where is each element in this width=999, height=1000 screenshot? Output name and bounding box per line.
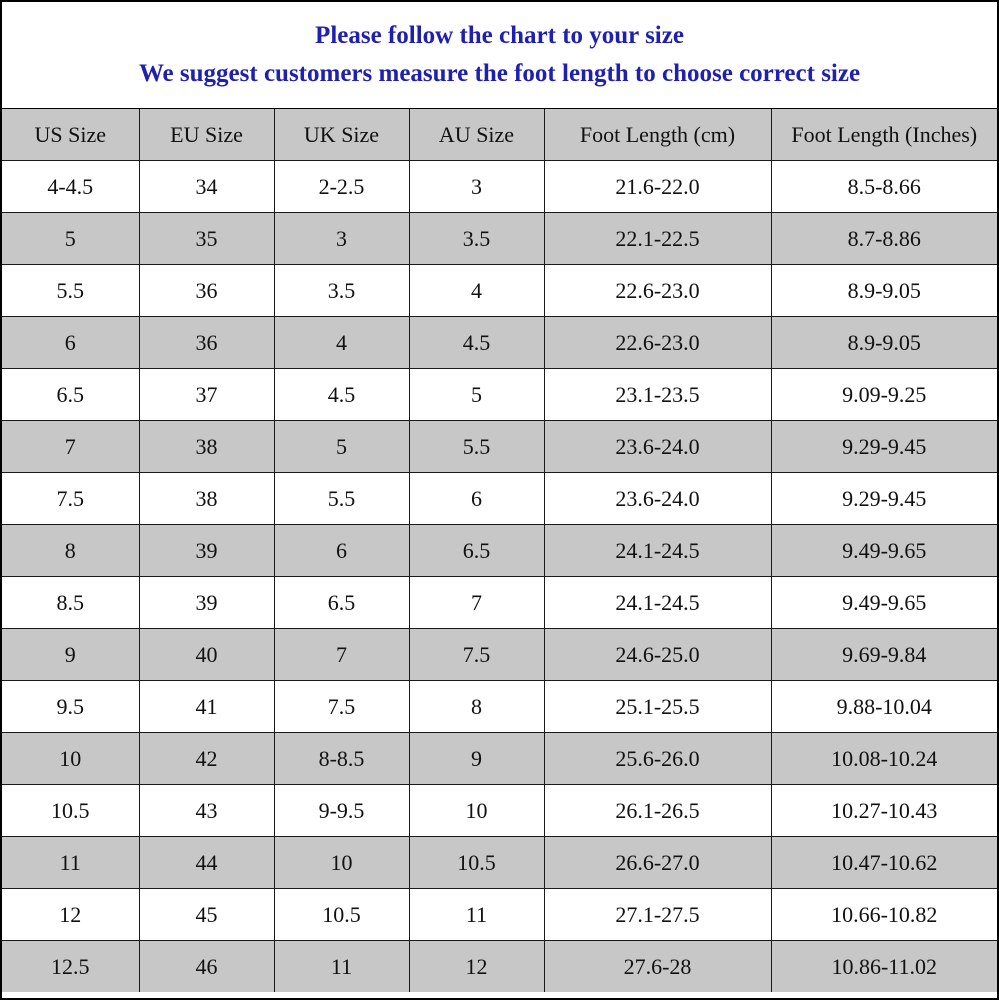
au-size-cell: 3: [409, 161, 544, 213]
table-row: [2, 421, 997, 473]
au-size-cell: 10.5: [409, 837, 544, 889]
au-size-cell: 9: [409, 733, 544, 785]
eu-size-cell: 36: [139, 265, 274, 317]
foot-length-cm-cell: 27.1-27.5: [544, 889, 771, 941]
au-size-cell: 6: [409, 473, 544, 525]
au-size-cell: 4.5: [409, 317, 544, 369]
au-size-cell: 8: [409, 681, 544, 733]
table-row: [2, 629, 997, 681]
table-row: [2, 473, 997, 525]
foot-length-cm-cell: 22.6-23.0: [544, 317, 771, 369]
foot-length-inches-cell: 10.86-11.02: [771, 941, 997, 993]
uk-size-cell: 5.5: [274, 473, 409, 525]
table-row: [2, 577, 997, 629]
foot-length-cm-cell: 25.6-26.0: [544, 733, 771, 785]
foot-length-inches-cell: 8.9-9.05: [771, 317, 997, 369]
us-size-cell: 6.5: [2, 369, 139, 421]
foot-length-cm-cell: 23.1-23.5: [544, 369, 771, 421]
table-row: [2, 213, 997, 265]
column-header-foot-length-cm: Foot Length (cm): [544, 109, 771, 161]
table-row: [2, 837, 997, 889]
au-size-cell: 11: [409, 889, 544, 941]
foot-length-inches-cell: 9.29-9.45: [771, 473, 997, 525]
uk-size-cell: 10: [274, 837, 409, 889]
uk-size-cell: 3: [274, 213, 409, 265]
uk-size-cell: 4.5: [274, 369, 409, 421]
us-size-cell: 12.5: [2, 941, 139, 993]
au-size-cell: 7.5: [409, 629, 544, 681]
size-table: [2, 109, 997, 992]
us-size-cell: 12: [2, 889, 139, 941]
eu-size-cell: 38: [139, 421, 274, 473]
table-row: [2, 785, 997, 837]
us-size-cell: 6: [2, 317, 139, 369]
foot-length-inches-cell: 10.47-10.62: [771, 837, 997, 889]
foot-length-cm-cell: 23.6-24.0: [544, 473, 771, 525]
uk-size-cell: 10.5: [274, 889, 409, 941]
header-suggestion: We suggest customers measure the foot length to choose correct size: [138, 60, 861, 87]
foot-length-inches-cell: 8.5-8.66: [771, 161, 997, 213]
uk-size-cell: 5: [274, 421, 409, 473]
au-size-cell: 4: [409, 265, 544, 317]
us-size-cell: 7.5: [2, 473, 139, 525]
uk-size-cell: 4: [274, 317, 409, 369]
us-size-cell: 9.5: [2, 681, 139, 733]
table-row: [2, 369, 997, 421]
us-size-cell: 4-4.5: [2, 161, 139, 213]
table-row: [2, 525, 997, 577]
foot-length-cm-cell: 22.6-23.0: [544, 265, 771, 317]
us-size-cell: 8: [2, 525, 139, 577]
foot-length-inches-cell: 9.49-9.65: [771, 577, 997, 629]
foot-length-inches-cell: 9.29-9.45: [771, 421, 997, 473]
foot-length-inches-cell: 9.88-10.04: [771, 681, 997, 733]
foot-length-cm-cell: 24.6-25.0: [544, 629, 771, 681]
uk-size-cell: 8-8.5: [274, 733, 409, 785]
foot-length-cm-cell: 21.6-22.0: [544, 161, 771, 213]
au-size-cell: 5.5: [409, 421, 544, 473]
column-header-us-size: US Size: [2, 109, 139, 161]
table-row: [2, 681, 997, 733]
table-header-row: [2, 109, 997, 161]
table-row: [2, 161, 997, 213]
column-header-foot-length-inches: Foot Length (Inches): [771, 109, 997, 161]
us-size-cell: 9: [2, 629, 139, 681]
eu-size-cell: 39: [139, 577, 274, 629]
table-row: [2, 889, 997, 941]
table-row: [2, 941, 997, 993]
foot-length-inches-cell: 10.27-10.43: [771, 785, 997, 837]
foot-length-inches-cell: 10.66-10.82: [771, 889, 997, 941]
us-size-cell: 11: [2, 837, 139, 889]
foot-length-inches-cell: 9.69-9.84: [771, 629, 997, 681]
foot-length-cm-cell: 26.1-26.5: [544, 785, 771, 837]
table-row: [2, 265, 997, 317]
eu-size-cell: 35: [139, 213, 274, 265]
foot-length-inches-cell: 9.09-9.25: [771, 369, 997, 421]
uk-size-cell: 7.5: [274, 681, 409, 733]
eu-size-cell: 46: [139, 941, 274, 993]
eu-size-cell: 37: [139, 369, 274, 421]
us-size-cell: 7: [2, 421, 139, 473]
eu-size-cell: 38: [139, 473, 274, 525]
eu-size-cell: 44: [139, 837, 274, 889]
us-size-cell: 5: [2, 213, 139, 265]
au-size-cell: 7: [409, 577, 544, 629]
foot-length-cm-cell: 23.6-24.0: [544, 421, 771, 473]
au-size-cell: 6.5: [409, 525, 544, 577]
column-header-eu-size: EU Size: [139, 109, 274, 161]
table-body: [2, 161, 997, 993]
eu-size-cell: 42: [139, 733, 274, 785]
chart-header: [2, 2, 997, 109]
eu-size-cell: 34: [139, 161, 274, 213]
foot-length-cm-cell: 27.6-28: [544, 941, 771, 993]
uk-size-cell: 3.5: [274, 265, 409, 317]
eu-size-cell: 41: [139, 681, 274, 733]
us-size-cell: 8.5: [2, 577, 139, 629]
au-size-cell: 12: [409, 941, 544, 993]
foot-length-cm-cell: 25.1-25.5: [544, 681, 771, 733]
foot-length-inches-cell: 10.08-10.24: [771, 733, 997, 785]
column-header-au-size: AU Size: [409, 109, 544, 161]
uk-size-cell: 7: [274, 629, 409, 681]
uk-size-cell: 6: [274, 525, 409, 577]
foot-length-inches-cell: 8.9-9.05: [771, 265, 997, 317]
us-size-cell: 10: [2, 733, 139, 785]
uk-size-cell: 6.5: [274, 577, 409, 629]
au-size-cell: 3.5: [409, 213, 544, 265]
uk-size-cell: 11: [274, 941, 409, 993]
us-size-cell: 5.5: [2, 265, 139, 317]
au-size-cell: 10: [409, 785, 544, 837]
eu-size-cell: 43: [139, 785, 274, 837]
au-size-cell: 5: [409, 369, 544, 421]
eu-size-cell: 36: [139, 317, 274, 369]
foot-length-cm-cell: 22.1-22.5: [544, 213, 771, 265]
foot-length-cm-cell: 26.6-27.0: [544, 837, 771, 889]
eu-size-cell: 45: [139, 889, 274, 941]
foot-length-cm-cell: 24.1-24.5: [544, 525, 771, 577]
us-size-cell: 10.5: [2, 785, 139, 837]
foot-length-cm-cell: 24.1-24.5: [544, 577, 771, 629]
uk-size-cell: 2-2.5: [274, 161, 409, 213]
header-instruction: Please follow the chart to your size: [315, 22, 684, 49]
table-row: [2, 733, 997, 785]
uk-size-cell: 9-9.5: [274, 785, 409, 837]
foot-length-inches-cell: 8.7-8.86: [771, 213, 997, 265]
eu-size-cell: 40: [139, 629, 274, 681]
foot-length-inches-cell: 9.49-9.65: [771, 525, 997, 577]
column-header-uk-size: UK Size: [274, 109, 409, 161]
table-row: [2, 317, 997, 369]
eu-size-cell: 39: [139, 525, 274, 577]
